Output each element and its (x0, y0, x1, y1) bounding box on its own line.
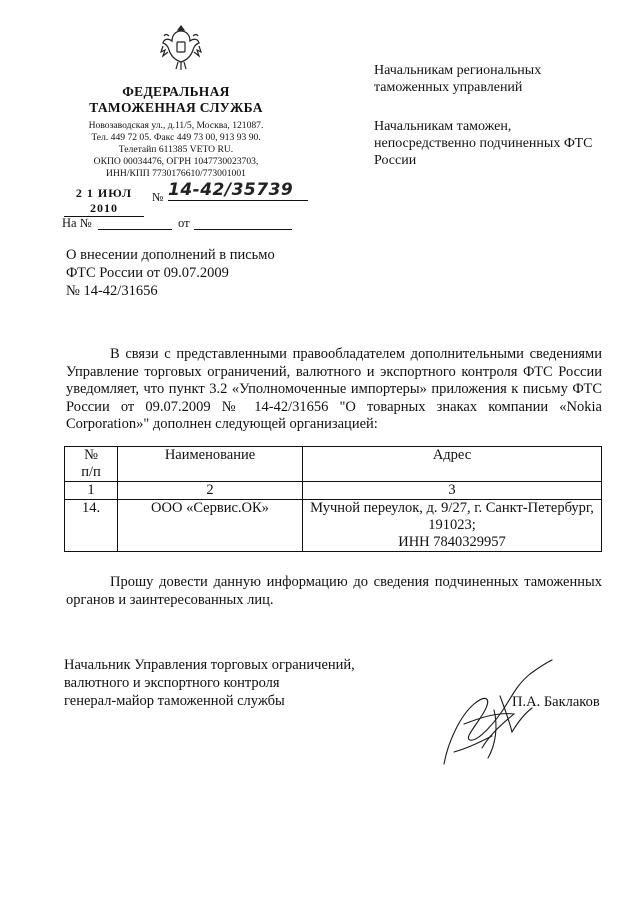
registration-number: 14-42/35739 (168, 180, 308, 201)
header-number-line-2: п/п (81, 464, 101, 480)
index-cell: 3 (303, 482, 602, 500)
table-header-row (65, 447, 602, 482)
header-name: Наименование (118, 447, 303, 482)
address-line-3: ИНН 7840329957 (398, 534, 506, 550)
header-address: Адрес (303, 447, 602, 482)
signatory-title (64, 656, 404, 710)
double-headed-eagle-emblem-icon (160, 22, 202, 72)
organizations-table (64, 446, 602, 552)
reference-number-blank (98, 229, 172, 230)
address-line-1: Мучной переулок, д. 9/27, г. Санкт-Петербург, (310, 500, 594, 516)
registration-number-label: № (152, 190, 164, 204)
agency-name-line-2: ТАМОЖЕННАЯ СЛУЖБА (89, 100, 263, 115)
agency-address: Новозаводская ул., д.11/5, Москва, 121087. (88, 120, 264, 131)
body-paragraph-2: Прошу довести данную информацию до сведения подчиненных таможенных органов и заинтересованных лиц. (66, 574, 602, 608)
reference-date-label: от (178, 216, 190, 230)
header-number (65, 447, 118, 482)
header-number-line-1: № (84, 447, 98, 463)
table-index-row (65, 482, 602, 500)
signatory-title-line-1: Начальник Управления торговых ограничений, (64, 657, 355, 673)
row-org-name: ООО «Сервис.ОК» (118, 500, 303, 552)
letter-subject (66, 246, 326, 300)
agency-requisites (58, 120, 294, 180)
handwritten-signature (434, 652, 564, 772)
agency-okpo-ogrn: ОКПО 00034476, ОГРН 1047730023703, (93, 156, 259, 167)
row-number: 14. (65, 500, 118, 552)
body-paragraph-1: В связи с представленными правообладателем дополнительными сведениями Управление торговых ограничений, валютного и экспортного контроля ФТС России уведомляет, что пункт 3.2 «Уполномоченные импортеры» приложения к письму ФТС России от 09.07.2009 № 14-42/31656 "О товарных знаках компании «Nokia Corporation»" дополнен следующей организацией: (66, 346, 602, 432)
agency-teletype: Телетайп 611385 VETO RU. (118, 144, 234, 155)
reference-date-blank (194, 229, 292, 230)
address-line-2: 191023; (428, 517, 476, 533)
signatory-title-line-2: валютного и экспортного контроля (64, 675, 280, 691)
addressee-customs: Начальникам таможен, непосредственно подчиненных ФТС России (374, 119, 593, 168)
agency-phones: Тел. 449 72 05. Факс 449 73 00, 913 93 90. (91, 132, 261, 143)
index-cell: 2 (118, 482, 303, 500)
table-row (65, 500, 602, 552)
agency-name-line-1: ФЕДЕРАЛЬНАЯ (122, 84, 230, 99)
addressee-regional: Начальникам региональных таможенных управлений (374, 63, 542, 95)
signatory-name: П.А. Баклаков (512, 694, 600, 710)
agency-inn-kpp: ИНН/КПП 7730176610/773001001 (106, 168, 246, 179)
subject-line-3: № 14-42/31656 (66, 283, 158, 299)
index-cell: 1 (65, 482, 118, 500)
subject-line-2: ФТС России от 09.07.2009 (66, 265, 229, 281)
signatory-title-line-3: генерал-майор таможенной службы (64, 693, 285, 709)
subject-line-1: О внесении дополнений в письмо (66, 247, 275, 263)
reference-number-label: На № (62, 216, 92, 230)
agency-name (60, 84, 292, 116)
registration-date: 2 1 ИЮЛ 2010 (64, 186, 144, 217)
row-org-address (303, 500, 602, 552)
